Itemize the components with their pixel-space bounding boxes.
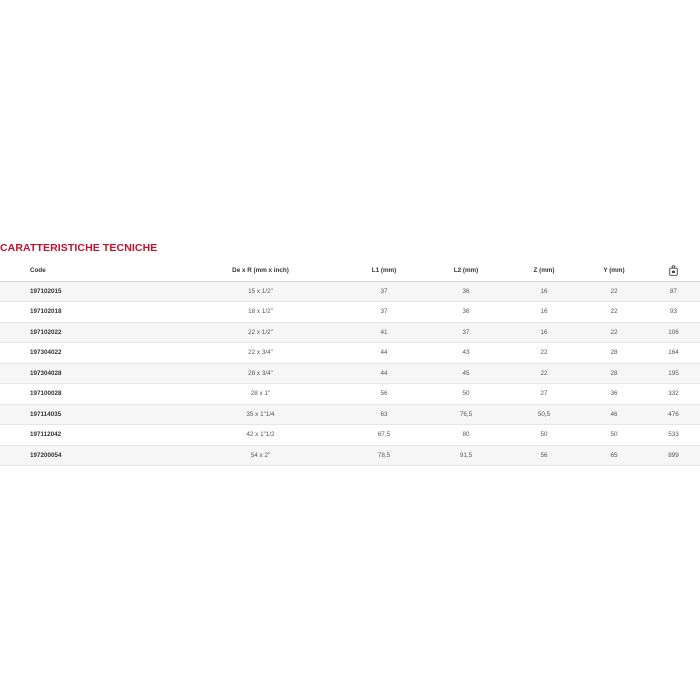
cell-code: 197114035 [0,404,178,425]
cell-l1: 37 [343,281,425,302]
header-de-r: De x R (mm x inch) [178,261,343,281]
cell-weight: 164 [647,343,700,364]
cell-y: 46 [581,404,647,425]
cell-y: 22 [581,302,647,323]
table-row [0,363,700,384]
cell-z: 22 [507,363,581,384]
cell-l2: 76,5 [425,404,507,425]
cell-y: 65 [581,445,647,466]
cell-de-r: 22 x 1/2" [178,322,343,343]
table-row [0,425,700,446]
cell-code: 197102018 [0,302,178,323]
cell-weight: 195 [647,363,700,384]
weight-icon [669,265,678,276]
cell-l1: 67,5 [343,425,425,446]
cell-weight: 899 [647,445,700,466]
cell-l1: 56 [343,384,425,405]
cell-z: 16 [507,322,581,343]
cell-z: 50 [507,425,581,446]
cell-l2: 36 [425,302,507,323]
header-z: Z (mm) [507,261,581,281]
table-row [0,445,700,466]
table-row [0,302,700,323]
cell-de-r: 18 x 1/2" [178,302,343,323]
cell-code: 197102022 [0,322,178,343]
table-header-row [0,261,700,281]
table-row [0,281,700,302]
table-row [0,384,700,405]
header-code: Code [0,261,178,281]
cell-y: 28 [581,363,647,384]
cell-z: 16 [507,302,581,323]
cell-weight: 332 [647,384,700,405]
cell-l2: 45 [425,363,507,384]
cell-l1: 78,5 [343,445,425,466]
header-y: Y (mm) [581,261,647,281]
cell-weight: 106 [647,322,700,343]
cell-de-r: 54 x 2" [178,445,343,466]
cell-y: 22 [581,281,647,302]
cell-l1: 37 [343,302,425,323]
cell-de-r: 15 x 1/2" [178,281,343,302]
cell-weight: 533 [647,425,700,446]
cell-l1: 63 [343,404,425,425]
cell-l2: 37 [425,322,507,343]
cell-de-r: 42 x 1"1/2 [178,425,343,446]
cell-code: 197100028 [0,384,178,405]
cell-z: 56 [507,445,581,466]
cell-z: 22 [507,343,581,364]
cell-y: 50 [581,425,647,446]
cell-code: 197200054 [0,445,178,466]
cell-de-r: 22 x 3/4" [178,343,343,364]
table-row [0,322,700,343]
table-row [0,343,700,364]
cell-z: 16 [507,281,581,302]
cell-l2: 80 [425,425,507,446]
cell-l1: 44 [343,363,425,384]
cell-weight: 476 [647,404,700,425]
technical-specs-table [0,261,700,466]
cell-l1: 44 [343,343,425,364]
cell-l2: 91,5 [425,445,507,466]
cell-y: 36 [581,384,647,405]
cell-weight: 93 [647,302,700,323]
cell-code: 197112042 [0,425,178,446]
cell-l1: 41 [343,322,425,343]
cell-de-r: 35 x 1"1/4 [178,404,343,425]
header-l2: L2 (mm) [425,261,507,281]
header-weight [647,261,700,281]
cell-code: 197304022 [0,343,178,364]
cell-z: 50,5 [507,404,581,425]
cell-l2: 43 [425,343,507,364]
cell-l2: 50 [425,384,507,405]
cell-y: 28 [581,343,647,364]
cell-de-r: 28 x 3/4" [178,363,343,384]
section-title: CARATTERISTICHE TECNICHE [0,242,158,254]
table-row [0,404,700,425]
cell-l2: 36 [425,281,507,302]
cell-code: 197304028 [0,363,178,384]
cell-z: 27 [507,384,581,405]
cell-y: 22 [581,322,647,343]
cell-weight: 87 [647,281,700,302]
header-l1: L1 (mm) [343,261,425,281]
cell-code: 197102015 [0,281,178,302]
cell-de-r: 28 x 1" [178,384,343,405]
